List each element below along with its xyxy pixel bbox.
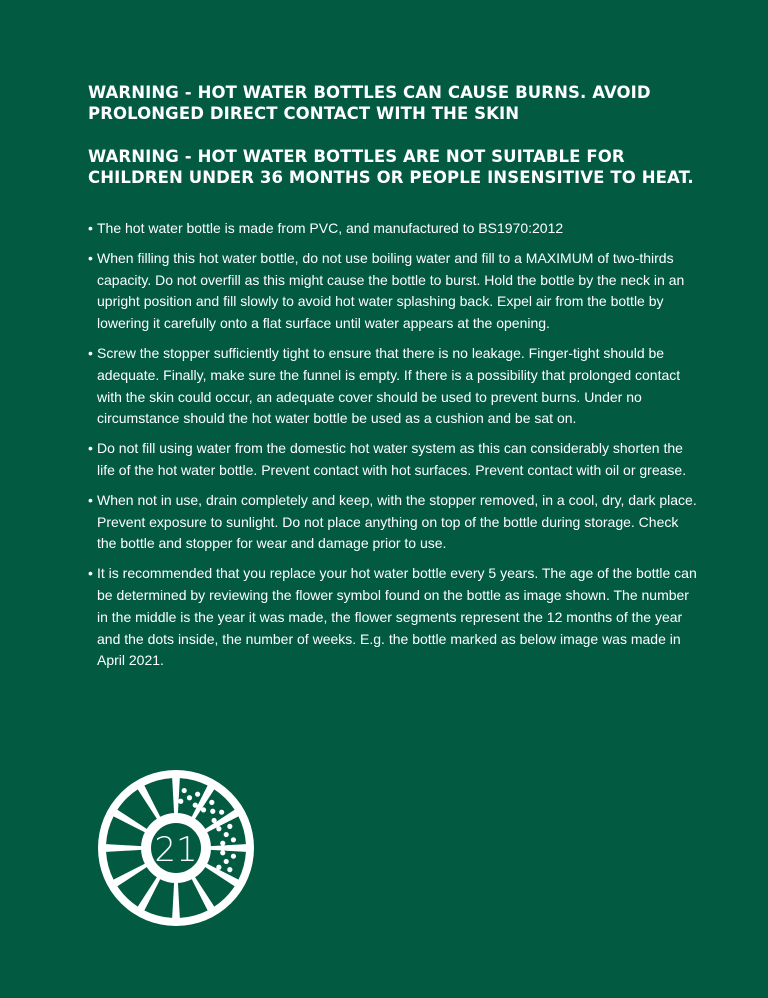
week-dot [193, 803, 198, 808]
flower-year: 21 [154, 830, 198, 870]
week-dot [220, 841, 225, 846]
week-dot [187, 795, 192, 800]
warning-sheet [88, 82, 698, 680]
week-dot [212, 818, 217, 823]
week-dot [220, 850, 225, 855]
week-dot [201, 807, 206, 812]
week-dot [231, 837, 236, 842]
instruction-material: • The hot water bottle is made from PVC, and manufactured to BS1970:2012 [88, 218, 698, 240]
week-dot [210, 809, 215, 814]
week-dot [209, 800, 214, 805]
instruction-stopper: • Screw the stopper sufficiently tight to ensure that there is no leakage. Finger-tight should be adequate. Finally, make sure the funnel is empty. If there is a possibility that prolonged contact with the skin could occur, an adequate cover should be used to prevent burns. Under no circumstance should the hot water bottle be used as a cushion and be sat on. [88, 343, 698, 430]
flower-date-symbol-icon [96, 768, 256, 928]
week-dot [224, 832, 229, 837]
week-dot [227, 867, 232, 872]
instructions-list [88, 218, 698, 672]
instruction-filling: • When filling this hot water bottle, do not use boiling water and fill to a MAXIMUM of two-thirds capacity. Do not overfill as this might cause the bottle to burst. Hold the bottle by the neck in an upright position and fill slowly to avoid hot water splashing back. Expel air from the bottle by lowering it carefully onto a flat surface until water appears at the opening. [88, 248, 698, 335]
week-dot [227, 824, 232, 829]
week-dot [178, 799, 183, 804]
week-dot [216, 826, 221, 831]
week-dot [216, 865, 221, 870]
instruction-replacement: • It is recommended that you replace your hot water bottle every 5 years. The age of the bottle can be determined by reviewing the flower symbol found on the bottle as image shown. The number in the middle is the year it was made, the flower segments represent the 12 months of the year and the dots inside, the number of weeks. E.g. the bottle marked as below image was made in April 2021. [88, 563, 698, 672]
week-dot [195, 792, 200, 797]
week-dot [219, 810, 224, 815]
instruction-storage: • When not in use, drain completely and keep, with the stopper removed, in a cool, dry, dark place. Prevent exposure to sunlight. Do not place anything on top of the bottle during storage. Check the bottle and stopper for wear and damage prior to use. [88, 490, 698, 555]
week-dot [224, 859, 229, 864]
week-dot [231, 854, 236, 859]
warning-burns: WARNING - HOT WATER BOTTLES CAN CAUSE BURNS. AVOID PROLONGED DIRECT CONTACT WITH THE SKIN [88, 83, 651, 123]
instruction-water-source: • Do not fill using water from the domestic hot water system as this can considerably shorten the life of the hot water bottle. Prevent contact with hot surfaces. Prevent contact with oil or grease. [88, 438, 698, 482]
warning-children: WARNING - HOT WATER BOTTLES ARE NOT SUITABLE FOR CHILDREN UNDER 36 MONTHS OR PEOPLE INSENSITIVE TO HEAT. [88, 147, 694, 187]
week-dot [182, 788, 187, 793]
